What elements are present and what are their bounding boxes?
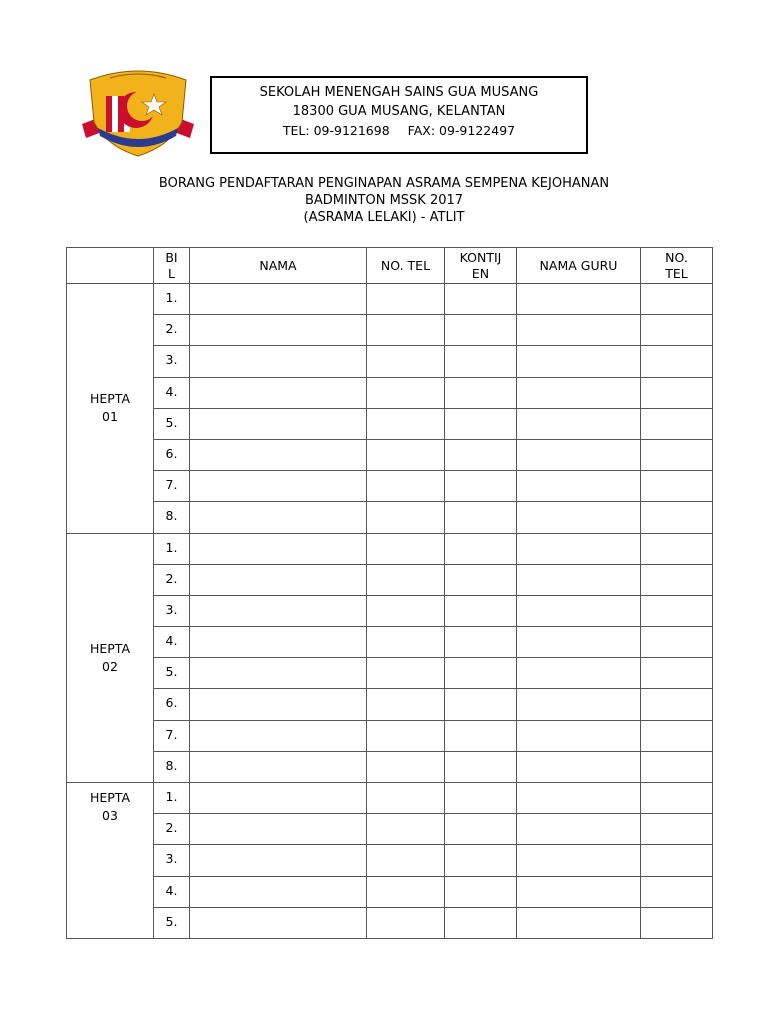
- nama-guru-cell[interactable]: [517, 595, 641, 626]
- nama-guru-cell[interactable]: [517, 408, 641, 439]
- no-tel-guru-cell[interactable]: [641, 658, 713, 689]
- row-number: 6.: [154, 439, 190, 470]
- kontijen-cell[interactable]: [445, 658, 517, 689]
- no-tel-guru-cell[interactable]: [641, 814, 713, 845]
- kontijen-cell[interactable]: [445, 564, 517, 595]
- contact-line: [212, 121, 586, 140]
- kontijen-cell[interactable]: [445, 439, 517, 470]
- row-number: 5.: [154, 408, 190, 439]
- no-tel-cell[interactable]: [367, 658, 445, 689]
- nama-guru-cell[interactable]: [517, 533, 641, 564]
- table-row: [67, 595, 713, 626]
- table-row: [67, 627, 713, 658]
- no-tel-guru-cell[interactable]: [641, 751, 713, 782]
- no-tel-cell[interactable]: [367, 845, 445, 876]
- nama-guru-cell[interactable]: [517, 502, 641, 533]
- row-number: 1.: [154, 284, 190, 315]
- nama-guru-cell[interactable]: [517, 658, 641, 689]
- nama-guru-cell[interactable]: [517, 720, 641, 751]
- no-tel-cell[interactable]: [367, 439, 445, 470]
- no-tel-guru-cell[interactable]: [641, 346, 713, 377]
- kontijen-cell[interactable]: [445, 845, 517, 876]
- nama-guru-cell[interactable]: [517, 783, 641, 814]
- no-tel-cell[interactable]: [367, 471, 445, 502]
- nama-cell[interactable]: [190, 408, 367, 439]
- nama-cell[interactable]: [190, 502, 367, 533]
- school-address: 18300 GUA MUSANG, KELANTAN: [292, 104, 506, 119]
- no-tel-cell[interactable]: [367, 315, 445, 346]
- kontijen-cell[interactable]: [445, 720, 517, 751]
- kontijen-cell[interactable]: [445, 533, 517, 564]
- nama-cell[interactable]: [190, 315, 367, 346]
- nama-cell[interactable]: [190, 627, 367, 658]
- kontijen-cell[interactable]: [445, 783, 517, 814]
- no-tel-cell[interactable]: [367, 689, 445, 720]
- nama-cell[interactable]: [190, 284, 367, 315]
- nama-guru-cell[interactable]: [517, 377, 641, 408]
- nama-guru-cell[interactable]: [517, 689, 641, 720]
- row-number: 3.: [154, 346, 190, 377]
- no-tel-cell[interactable]: [367, 627, 445, 658]
- kontijen-cell[interactable]: [445, 315, 517, 346]
- row-number: 8.: [154, 502, 190, 533]
- table-row: [67, 751, 713, 782]
- no-tel-guru-cell[interactable]: [641, 502, 713, 533]
- no-tel-guru-cell[interactable]: [641, 377, 713, 408]
- table-row: [67, 845, 713, 876]
- no-tel-guru-cell[interactable]: [641, 627, 713, 658]
- no-tel-guru-cell[interactable]: [641, 720, 713, 751]
- form-title: [0, 175, 768, 226]
- row-number: 2.: [154, 315, 190, 346]
- no-tel-guru-cell[interactable]: [641, 439, 713, 470]
- kontijen-cell[interactable]: [445, 502, 517, 533]
- no-tel-guru-cell[interactable]: [641, 689, 713, 720]
- no-tel-cell[interactable]: [367, 502, 445, 533]
- row-number: 7.: [154, 471, 190, 502]
- header-no-tel-guru: NO. TEL: [641, 248, 713, 284]
- school-header-box: [210, 76, 588, 154]
- nama-cell[interactable]: [190, 377, 367, 408]
- nama-cell[interactable]: [190, 689, 367, 720]
- no-tel-guru-cell[interactable]: [641, 876, 713, 907]
- row-number: 4.: [154, 627, 190, 658]
- row-number: 7.: [154, 720, 190, 751]
- table-row: [67, 533, 713, 564]
- no-tel-cell[interactable]: [367, 783, 445, 814]
- form-title-line1: BORANG PENDAFTARAN PENGINAPAN ASRAMA SEMPENA KEJOHANAN: [158, 176, 610, 191]
- nama-guru-cell[interactable]: [517, 564, 641, 595]
- fax-number: FAX: 09-9122497: [407, 123, 516, 138]
- row-number: 4.: [154, 377, 190, 408]
- table-row: [67, 814, 713, 845]
- no-tel-cell[interactable]: [367, 876, 445, 907]
- row-number: 3.: [154, 845, 190, 876]
- nama-guru-cell[interactable]: [517, 346, 641, 377]
- tel-number: TEL: 09-9121698: [282, 123, 390, 138]
- no-tel-cell[interactable]: [367, 377, 445, 408]
- no-tel-cell[interactable]: [367, 814, 445, 845]
- table-header-row: [67, 248, 713, 284]
- header-no-tel: NO. TEL: [367, 248, 445, 284]
- kontijen-cell[interactable]: [445, 814, 517, 845]
- table-row: [67, 658, 713, 689]
- nama-cell[interactable]: [190, 876, 367, 907]
- kontijen-cell[interactable]: [445, 689, 517, 720]
- kontijen-cell[interactable]: [445, 471, 517, 502]
- nama-guru-cell[interactable]: [517, 471, 641, 502]
- nama-guru-cell[interactable]: [517, 751, 641, 782]
- group-label: HEPTA 01: [67, 284, 154, 534]
- table-row: [67, 720, 713, 751]
- no-tel-guru-cell[interactable]: [641, 595, 713, 626]
- no-tel-cell[interactable]: [367, 595, 445, 626]
- table-row: [67, 876, 713, 907]
- no-tel-guru-cell[interactable]: [641, 284, 713, 315]
- header-nama-guru: NAMA GURU: [517, 248, 641, 284]
- table-row: [67, 315, 713, 346]
- nama-cell[interactable]: [190, 658, 367, 689]
- table-row: [67, 471, 713, 502]
- nama-guru-cell[interactable]: [517, 907, 641, 938]
- form-title-line2: BADMINTON MSSK 2017: [304, 193, 464, 208]
- nama-cell[interactable]: [190, 346, 367, 377]
- nama-cell[interactable]: [190, 564, 367, 595]
- nama-cell[interactable]: [190, 533, 367, 564]
- kontijen-cell[interactable]: [445, 907, 517, 938]
- nama-guru-cell[interactable]: [517, 284, 641, 315]
- row-number: 5.: [154, 907, 190, 938]
- no-tel-guru-cell[interactable]: [641, 315, 713, 346]
- row-number: 1.: [154, 783, 190, 814]
- row-number: 5.: [154, 658, 190, 689]
- nama-cell[interactable]: [190, 720, 367, 751]
- table-row: [67, 783, 713, 814]
- header-bil: BI L: [154, 248, 190, 284]
- row-number: 8.: [154, 751, 190, 782]
- table-row: [67, 439, 713, 470]
- nama-guru-cell[interactable]: [517, 814, 641, 845]
- kontijen-cell[interactable]: [445, 346, 517, 377]
- kontijen-cell[interactable]: [445, 595, 517, 626]
- no-tel-cell[interactable]: [367, 346, 445, 377]
- group-label: HEPTA 02: [67, 533, 154, 783]
- kontijen-cell[interactable]: [445, 408, 517, 439]
- nama-cell[interactable]: [190, 439, 367, 470]
- nama-guru-cell[interactable]: [517, 876, 641, 907]
- no-tel-guru-cell[interactable]: [641, 533, 713, 564]
- nama-cell[interactable]: [190, 751, 367, 782]
- form-title-line3: (ASRAMA LELAKI) - ATLIT: [303, 210, 465, 225]
- nama-cell[interactable]: [190, 814, 367, 845]
- table-row: [67, 284, 713, 315]
- nama-cell[interactable]: [190, 845, 367, 876]
- school-name: SEKOLAH MENENGAH SAINS GUA MUSANG: [259, 85, 539, 100]
- nama-guru-cell[interactable]: [517, 845, 641, 876]
- no-tel-cell[interactable]: [367, 408, 445, 439]
- no-tel-cell[interactable]: [367, 720, 445, 751]
- kontijen-cell[interactable]: [445, 627, 517, 658]
- no-tel-cell[interactable]: [367, 907, 445, 938]
- registration-table: [66, 247, 713, 939]
- school-crest-icon: [80, 66, 196, 158]
- table-row: [67, 377, 713, 408]
- no-tel-cell[interactable]: [367, 284, 445, 315]
- row-number: 3.: [154, 595, 190, 626]
- no-tel-guru-cell[interactable]: [641, 564, 713, 595]
- table-row: [67, 346, 713, 377]
- row-number: 4.: [154, 876, 190, 907]
- table-row: [67, 564, 713, 595]
- nama-cell[interactable]: [190, 783, 367, 814]
- nama-cell[interactable]: [190, 907, 367, 938]
- group-label: HEPTA 03: [67, 783, 154, 939]
- no-tel-guru-cell[interactable]: [641, 408, 713, 439]
- header-kontijen: KONTIJ EN: [445, 248, 517, 284]
- no-tel-guru-cell[interactable]: [641, 907, 713, 938]
- table-row: [67, 408, 713, 439]
- table-row: [67, 907, 713, 938]
- nama-cell[interactable]: [190, 595, 367, 626]
- row-number: 2.: [154, 564, 190, 595]
- no-tel-guru-cell[interactable]: [641, 471, 713, 502]
- kontijen-cell[interactable]: [445, 284, 517, 315]
- kontijen-cell[interactable]: [445, 377, 517, 408]
- row-number: 6.: [154, 689, 190, 720]
- no-tel-guru-cell[interactable]: [641, 845, 713, 876]
- no-tel-cell[interactable]: [367, 751, 445, 782]
- header-nama: NAMA: [190, 248, 367, 284]
- row-number: 2.: [154, 814, 190, 845]
- nama-guru-cell[interactable]: [517, 315, 641, 346]
- header-group: [67, 248, 154, 284]
- row-number: 1.: [154, 533, 190, 564]
- kontijen-cell[interactable]: [445, 876, 517, 907]
- table-row: [67, 502, 713, 533]
- no-tel-cell[interactable]: [367, 533, 445, 564]
- table-row: [67, 689, 713, 720]
- kontijen-cell[interactable]: [445, 751, 517, 782]
- nama-guru-cell[interactable]: [517, 627, 641, 658]
- nama-guru-cell[interactable]: [517, 439, 641, 470]
- no-tel-cell[interactable]: [367, 564, 445, 595]
- nama-cell[interactable]: [190, 471, 367, 502]
- no-tel-guru-cell[interactable]: [641, 783, 713, 814]
